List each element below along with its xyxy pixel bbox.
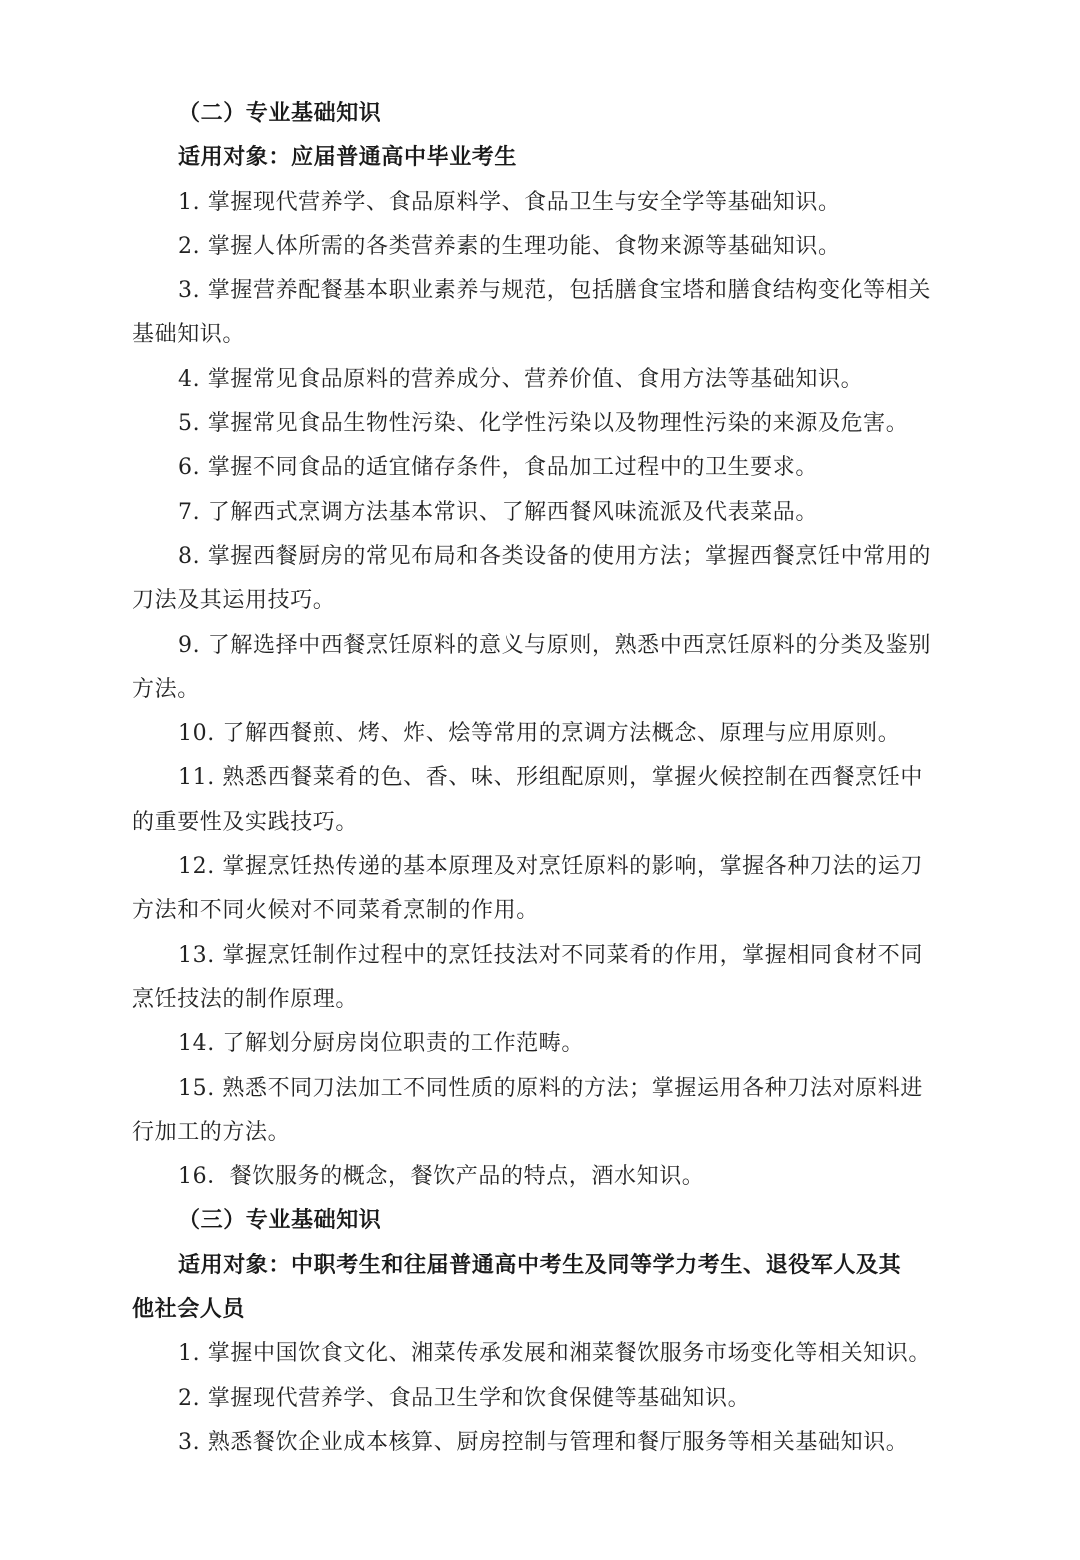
list-item	[132, 934, 944, 1023]
list-item-text: 12. 掌握烹饪热传递的基本原理及对烹饪原料的影响，掌握各种刀法的运刀	[178, 854, 923, 880]
list-item	[132, 225, 944, 269]
list-item-text: 14. 了解划分厨房岗位职责的工作范畴。	[178, 1031, 584, 1057]
list-item-text: 9. 了解选择中西餐烹饪原料的意义与原则，熟悉中西烹饪原料的分类及鉴别	[178, 632, 931, 658]
section-3-heading: （三）专业基础知识	[178, 1208, 382, 1234]
list-item	[132, 402, 944, 446]
list-item-continuation: 基础知识。	[132, 322, 246, 348]
list-item-continuation: 行加工的方法。	[132, 1119, 291, 1145]
section-2-target: 适用对象：应届普通高中毕业考生	[178, 145, 518, 171]
list-item-continuation: 方法和不同火候对不同菜肴烹制的作用。	[132, 898, 539, 924]
list-item-text: 2. 掌握人体所需的各类营养素的生理功能、食物来源等基础知识。	[178, 233, 841, 259]
list-item-text: 16．餐饮服务的概念，餐饮产品的特点，酒水知识。	[178, 1164, 705, 1190]
list-item	[132, 1332, 944, 1376]
list-item-text: 1. 掌握中国饮食文化、湘菜传承发展和湘菜餐饮服务市场变化等相关知识。	[178, 1341, 931, 1367]
section-3-list	[132, 1332, 944, 1465]
list-item	[132, 491, 944, 535]
list-item	[132, 1421, 944, 1465]
section-2-heading: （二）专业基础知识	[178, 101, 382, 126]
list-item	[132, 535, 944, 624]
list-item-text: 2. 掌握现代营养学、食品卫生学和饮食保健等基础知识。	[178, 1385, 751, 1411]
list-item-text: 3. 熟悉餐饮企业成本核算、厨房控制与管理和餐厅服务等相关基础知识。	[178, 1429, 909, 1455]
list-item-text: 1. 掌握现代营养学、食品原料学、食品卫生与安全学等基础知识。	[178, 189, 841, 215]
list-item-text: 4. 掌握常见食品原料的营养成分、营养价值、食用方法等基础知识。	[178, 366, 864, 392]
list-item	[132, 1067, 944, 1156]
section-3-target-line-1: 适用对象：中职考生和往届普通高中考生及同等学力考生、退役军人及其	[178, 1252, 902, 1278]
list-item-text: 6. 掌握不同食品的适宜储存条件，食品加工过程中的卫生要求。	[178, 455, 818, 481]
document-page	[132, 92, 944, 1465]
list-item-text: 13. 掌握烹饪制作过程中的烹饪技法对不同菜肴的作用，掌握相同食材不同	[178, 942, 923, 968]
section-2-list	[132, 181, 944, 1200]
list-item-text: 10. 了解西餐煎、烤、炸、烩等常用的烹调方法概念、原理与应用原则。	[178, 721, 901, 747]
list-item	[132, 446, 944, 490]
list-item	[132, 1377, 944, 1421]
list-item	[132, 181, 944, 225]
list-item-text: 3. 掌握营养配餐基本职业素养与规范，包括膳食宝塔和膳食结构变化等相关	[178, 278, 931, 304]
list-item-text: 7. 了解西式烹调方法基本常识、了解西餐风味流派及代表菜品。	[178, 499, 818, 525]
section-3-target-line-2: 他社会人员	[132, 1297, 246, 1323]
list-item-continuation: 烹饪技法的制作原理。	[132, 986, 359, 1012]
list-item-continuation: 刀法及其运用技巧。	[132, 588, 336, 614]
list-item	[132, 624, 944, 713]
list-item-text: 8. 掌握西餐厨房的常见布局和各类设备的使用方法；掌握西餐烹饪中常用的	[178, 543, 931, 569]
list-item	[132, 358, 944, 402]
list-item	[132, 1155, 944, 1199]
list-item	[132, 845, 944, 934]
list-item-continuation: 的重要性及实践技巧。	[132, 809, 359, 835]
list-item	[132, 756, 944, 845]
list-item-text: 15. 熟悉不同刀法加工不同性质的原料的方法；掌握运用各种刀法对原料进	[178, 1075, 923, 1101]
list-item-text: 5. 掌握常见食品生物性污染、化学性污染以及物理性污染的来源及危害。	[178, 411, 909, 437]
list-item-text: 11. 熟悉西餐菜肴的色、香、味、形组配原则，掌握火候控制在西餐烹饪中	[178, 765, 923, 791]
list-item	[132, 712, 944, 756]
list-item	[132, 269, 944, 358]
list-item-continuation: 方法。	[132, 676, 200, 702]
list-item	[132, 1022, 944, 1066]
